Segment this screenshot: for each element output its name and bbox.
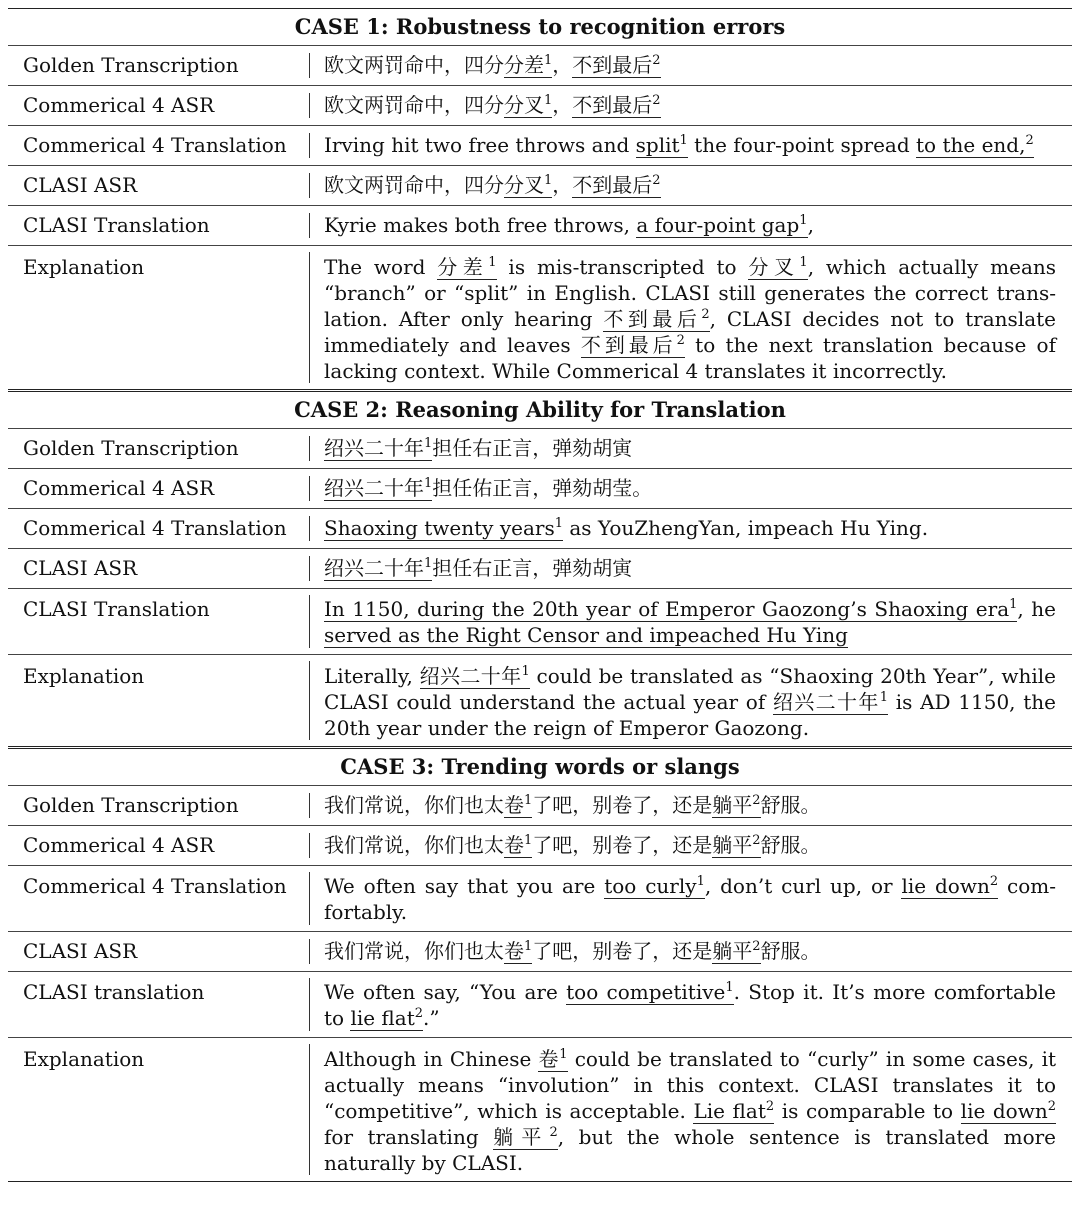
text-run: 担任右正言，弹劾胡寅	[432, 556, 633, 580]
case-1	[8, 9, 1072, 389]
underlined-term	[324, 597, 1017, 622]
row-label: Explanation	[23, 255, 145, 279]
row-content	[310, 589, 1072, 654]
term-text: to the end,	[916, 133, 1026, 157]
footnote-marker: 1	[799, 213, 808, 228]
term-text: 绍兴二十年	[419, 664, 522, 688]
row-label: CLASI ASR	[23, 173, 138, 197]
row-clasi-translation	[8, 206, 1072, 245]
term-text: 不到最后	[580, 333, 677, 357]
underlined-term	[324, 476, 432, 501]
term-text: a four-point gap	[636, 213, 800, 237]
case-1-title: CASE 1: Robustness to recognition errors	[294, 14, 786, 39]
footnote-marker: 1	[521, 664, 530, 679]
underlined-term	[324, 556, 432, 581]
underlined-term	[493, 1125, 558, 1150]
footnote-marker: 2	[1047, 1099, 1057, 1114]
footnote-marker: 1	[424, 476, 433, 491]
bottom-rule	[8, 1181, 1072, 1182]
text-run: 我们常说，你们也太	[324, 939, 504, 963]
underlined-term	[581, 333, 685, 358]
text-run: 欧文两罚命中，四分	[324, 93, 504, 117]
row-clasi-translation	[8, 589, 1072, 654]
term-text: 躺平	[712, 939, 753, 963]
term-text: lie flat	[350, 1006, 415, 1030]
underlined-term	[712, 939, 760, 964]
underlined-term	[350, 1006, 423, 1031]
underlined-term	[572, 93, 660, 118]
case-3	[8, 749, 1072, 1181]
row-label: CLASI Translation	[23, 597, 210, 621]
row-commercial-asr	[8, 469, 1072, 508]
row-label: Commerical 4 ASR	[23, 476, 215, 500]
underlined-term	[504, 833, 532, 858]
text-run: , CLASI decides not to translate immediately and leaves	[324, 307, 1057, 357]
footnote-marker: 1	[524, 939, 533, 954]
row-label: Golden Transcription	[23, 793, 239, 817]
footnote-marker: 1	[799, 255, 808, 270]
case-2-title: CASE 2: Reasoning Ability for Translation	[294, 397, 786, 422]
text-run: 担任右正言，弹劾胡寅	[432, 436, 633, 460]
underlined-term	[916, 133, 1034, 158]
row-label: Commerical 4 Translation	[23, 516, 287, 540]
text-run: the four-point spread	[687, 133, 917, 157]
term-text: 分差	[437, 255, 489, 279]
text-run: 了吧，别卷了，还是	[532, 833, 713, 857]
row-label: Commerical 4 ASR	[23, 833, 215, 857]
underlined-term	[901, 874, 998, 899]
term-text: too competitive	[566, 980, 726, 1004]
row-label: CLASI ASR	[23, 939, 138, 963]
row-content	[310, 126, 1072, 165]
term-text: 绍兴二十年	[324, 556, 424, 580]
row-label: Golden Transcription	[23, 436, 239, 460]
text-run: to the next translation because of lacking context. While Commerical 4 translates it incorrectly.	[324, 333, 1057, 383]
row-content	[310, 86, 1072, 125]
underlined-term	[636, 133, 688, 158]
text-run: 我们常说，你们也太	[324, 833, 504, 857]
row-content	[310, 166, 1072, 205]
row-commercial-translation	[8, 866, 1072, 931]
underlined-term	[324, 623, 848, 648]
row-label: Golden Transcription	[23, 53, 239, 77]
underlined-term	[712, 833, 760, 858]
footnote-marker: 1	[696, 874, 705, 889]
text-run: Irving hit two free throws and	[324, 133, 636, 157]
footnote-marker: 2	[414, 1006, 424, 1021]
row-content	[310, 972, 1072, 1037]
row-golden-transcription	[8, 786, 1072, 825]
footnote-marker: 1	[424, 436, 433, 451]
footnote-marker: 2	[1025, 133, 1034, 148]
text-run: as YouZhengYan, impeach Hu Ying.	[563, 516, 929, 540]
underlined-term	[504, 93, 552, 118]
footnote-marker: 2	[765, 1099, 775, 1114]
footnote-marker: 2	[652, 93, 661, 108]
underlined-term	[748, 255, 807, 280]
term-text: 躺平	[712, 793, 753, 817]
footnote-marker: 1	[559, 1047, 568, 1062]
term-text: 不到最后	[572, 173, 653, 197]
term-text: split	[635, 133, 680, 157]
row-label: Commerical 4 ASR	[23, 93, 215, 117]
term-text: 卷	[504, 793, 524, 817]
term-text: too curly	[604, 874, 697, 898]
footnote-marker: 2	[752, 793, 761, 808]
underlined-term	[572, 53, 660, 78]
text-run: Kyrie makes both free throws,	[324, 213, 637, 237]
text-run: We often say, “You are	[324, 980, 567, 1004]
underlined-term	[324, 516, 563, 541]
underlined-term	[604, 874, 705, 899]
case-3-title: CASE 3: Trending words or slangs	[340, 754, 740, 779]
footnote-marker: 1	[544, 173, 553, 188]
text-run: 担任佑正言，弹劾胡莹。	[432, 476, 653, 500]
text-run: ，	[552, 93, 573, 117]
term-text: 躺平	[493, 1125, 550, 1149]
footnote-marker: 1	[554, 516, 563, 531]
row-commercial-translation	[8, 126, 1072, 165]
term-text: 分叉	[504, 173, 544, 197]
text-run: could be translated to “curly” in some cases, it actually means “involution” in this context. CLASI translates it to “competitive”, which is acceptable.	[324, 1047, 1057, 1123]
footnote-marker: 2	[752, 833, 761, 848]
row-content	[310, 206, 1072, 245]
underlined-term	[420, 664, 530, 689]
term-text: 卷	[504, 939, 524, 963]
term-text: lie down	[901, 874, 990, 898]
row-explanation	[8, 246, 1072, 389]
case-2	[8, 392, 1072, 746]
term-text: served as the Right Censor and impeached Hu Ying	[324, 623, 848, 647]
term-text: 卷	[504, 833, 524, 857]
underlined-term	[538, 1047, 567, 1072]
text-run: 舒服。	[760, 939, 821, 963]
term-text: In 1150, during the 20th year of Emperor Gaozong’s Shaoxing era	[324, 597, 1010, 621]
row-label: Commerical 4 Translation	[23, 874, 287, 898]
term-text: 不到最后	[603, 307, 702, 331]
row-label: CLASI Translation	[23, 213, 210, 237]
underlined-term	[636, 213, 807, 238]
term-text: Lie flat	[693, 1099, 766, 1123]
underlined-term	[603, 307, 709, 332]
text-run: . Stop it. It’s more comfortable to	[324, 980, 1057, 1030]
term-text: 不到最后	[572, 93, 653, 117]
text-run: Although in Chinese	[324, 1047, 539, 1071]
underlined-term	[504, 53, 552, 78]
row-content	[310, 509, 1072, 548]
text-run: ,	[807, 213, 814, 237]
row-commercial-asr	[8, 826, 1072, 865]
text-run: 舒服。	[760, 833, 821, 857]
underlined-term	[504, 939, 532, 964]
term-text: 绍兴二十年	[772, 690, 880, 714]
underlined-term	[504, 173, 552, 198]
underlined-term	[773, 690, 888, 715]
row-golden-transcription	[8, 46, 1072, 85]
row-content	[310, 429, 1072, 468]
text-run: Literally,	[324, 664, 420, 688]
text-run: 我们常说，你们也太	[324, 793, 504, 817]
text-run: could be translated as “Shaoxing 20th Year”, while CLASI could understand the actual year of	[324, 664, 1057, 714]
term-text: 绍兴二十年	[324, 476, 424, 500]
text-run: ，	[552, 53, 573, 77]
text-run: is AD 1150, the 20th year under the reign of Emperor Gaozong.	[324, 690, 1056, 740]
term-text: 分差	[504, 53, 544, 77]
row-explanation	[8, 655, 1072, 746]
row-content	[310, 655, 1072, 746]
footnote-marker: 1	[544, 93, 553, 108]
text-run: 了吧，别卷了，还是	[532, 939, 713, 963]
footnote-marker: 1	[544, 53, 553, 68]
row-explanation	[8, 1038, 1072, 1181]
row-clasi-asr	[8, 166, 1072, 205]
term-text: 卷	[538, 1047, 560, 1071]
underlined-term	[437, 255, 496, 280]
text-run: , but the whole sentence is translated more naturally by CLASI.	[324, 1125, 1057, 1175]
underlined-term	[693, 1099, 774, 1124]
footnote-marker: 1	[725, 980, 734, 995]
footnote-marker: 1	[524, 793, 533, 808]
footnote-marker: 1	[488, 255, 497, 270]
text-run: ，	[552, 173, 573, 197]
row-clasi-asr	[8, 549, 1072, 588]
row-clasi-asr	[8, 932, 1072, 971]
text-run: 欧文两罚命中，四分	[324, 173, 504, 197]
text-run: is mis-transcripted to	[496, 255, 749, 279]
text-run: comfortably.	[324, 874, 1056, 924]
underlined-term	[712, 793, 760, 818]
row-label: CLASI ASR	[23, 556, 138, 580]
row-content	[310, 786, 1072, 825]
text-run: We often say that you are	[324, 874, 605, 898]
footnote-marker: 1	[524, 833, 533, 848]
row-clasi-translation	[8, 972, 1072, 1037]
text-run: 了吧，别卷了，还是	[532, 793, 713, 817]
row-content	[310, 932, 1072, 971]
row-content	[310, 246, 1072, 389]
row-content	[310, 826, 1072, 865]
row-golden-transcription	[8, 429, 1072, 468]
row-content	[310, 866, 1072, 931]
row-content	[310, 46, 1072, 85]
text-run: , which actually means “branch” or “split” in English. CLASI still generates the correct translation. After only hearing	[324, 255, 1057, 331]
row-label: Explanation	[23, 664, 145, 688]
underlined-term	[566, 980, 734, 1005]
footnote-marker: 2	[652, 53, 661, 68]
term-text: 分叉	[504, 93, 544, 117]
text-run: 舒服。	[760, 793, 821, 817]
underlined-term	[961, 1099, 1056, 1124]
text-run: for translating	[324, 1125, 494, 1149]
text-run: 欧文两罚命中，四分	[324, 53, 504, 77]
term-text: 不到最后	[572, 53, 653, 77]
row-commercial-translation	[8, 509, 1072, 548]
term-text: 分叉	[748, 255, 800, 279]
footnote-marker: 2	[989, 874, 999, 889]
text-run: , don’t curl up, or	[704, 874, 902, 898]
underlined-term	[572, 173, 660, 198]
row-label: CLASI translation	[23, 980, 205, 1004]
footnote-marker: 2	[676, 333, 685, 348]
row-label: Explanation	[23, 1047, 145, 1071]
row-content	[310, 469, 1072, 508]
footnote-marker: 1	[879, 690, 889, 705]
footnote-marker: 1	[424, 556, 433, 571]
case-study-table	[8, 8, 1072, 1182]
term-text: lie down	[960, 1099, 1048, 1123]
term-text: 绍兴二十年	[324, 436, 424, 460]
text-run: .”	[423, 1006, 440, 1030]
row-label: Commerical 4 Translation	[23, 133, 287, 157]
footnote-marker: 1	[1009, 597, 1018, 612]
footnote-marker: 2	[652, 173, 661, 188]
row-content	[310, 1038, 1072, 1181]
text-run: The word	[324, 255, 438, 279]
footnote-marker: 2	[701, 307, 710, 322]
text-run: is comparable to	[774, 1099, 961, 1123]
footnote-marker: 2	[752, 939, 761, 954]
term-text: Shaoxing twenty years	[324, 516, 555, 540]
footnote-marker: 1	[679, 133, 688, 148]
underlined-term	[504, 793, 532, 818]
row-commercial-asr	[8, 86, 1072, 125]
term-text: 躺平	[712, 833, 753, 857]
footnote-marker: 2	[549, 1125, 558, 1140]
row-content	[310, 549, 1072, 588]
underlined-term	[324, 436, 432, 461]
text-run: , he	[1017, 597, 1056, 621]
